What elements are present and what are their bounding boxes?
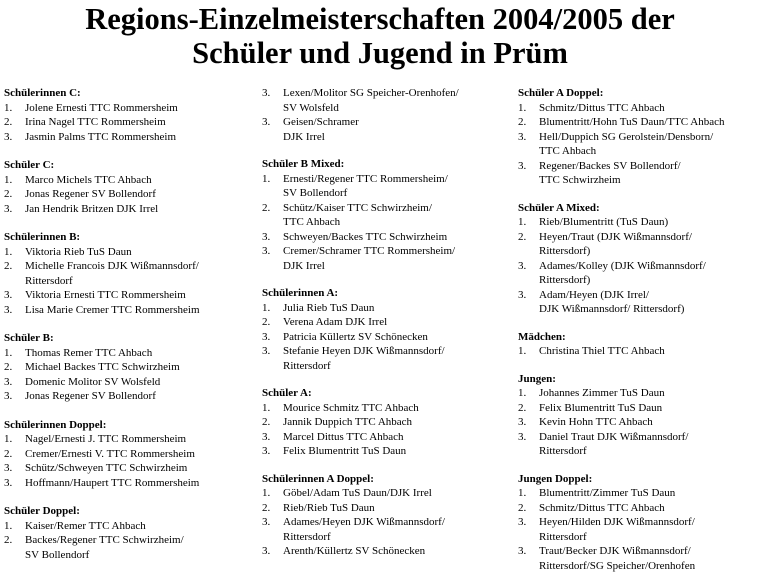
result-entry bbox=[262, 544, 514, 559]
placement-number: 2. bbox=[262, 201, 271, 214]
participant-text: Viktoria Rieb TuS Daun bbox=[25, 245, 132, 258]
participant-text: Adames/Kolley (DJK Wißmannsdorf/ bbox=[539, 259, 706, 272]
placement-number: 3. bbox=[4, 390, 13, 402]
result-entry bbox=[518, 230, 758, 259]
placement-number: 1. bbox=[518, 345, 527, 357]
category-section bbox=[262, 472, 514, 559]
result-entry bbox=[4, 303, 254, 318]
result-entry bbox=[4, 519, 254, 534]
category-section bbox=[262, 386, 514, 459]
placement-number: 3. bbox=[518, 259, 527, 272]
placement-number: 3. bbox=[262, 516, 271, 528]
result-entry bbox=[262, 315, 514, 330]
placement-number: 1. bbox=[518, 487, 527, 499]
placement-number: 2. bbox=[518, 401, 527, 414]
category-section bbox=[4, 158, 254, 216]
result-entry bbox=[4, 447, 254, 462]
participant-text: DJK Irrel bbox=[283, 259, 325, 272]
column-3 bbox=[518, 86, 758, 586]
placement-number: 3. bbox=[4, 462, 13, 474]
placement-number: 1. bbox=[518, 101, 527, 114]
placement-number: 3. bbox=[262, 87, 271, 99]
participant-text: Rittersdorf) bbox=[539, 274, 591, 286]
placement-number: 1. bbox=[4, 346, 13, 359]
placement-number: 3. bbox=[262, 116, 271, 128]
participant-text: Marco Michels TTC Ahbach bbox=[25, 173, 152, 186]
category-section bbox=[4, 230, 254, 317]
placement-number: 3. bbox=[262, 230, 271, 243]
category-section bbox=[4, 504, 254, 562]
placement-number: 3. bbox=[262, 430, 271, 443]
category-section bbox=[518, 372, 758, 459]
result-list bbox=[4, 519, 254, 563]
result-entry bbox=[518, 415, 758, 430]
category-heading: Schülerinnen A Doppel: bbox=[262, 472, 374, 485]
participant-text: Rittersdorf) bbox=[539, 245, 591, 257]
category-heading: Schülerinnen B: bbox=[4, 231, 81, 243]
placement-number: 3. bbox=[4, 130, 13, 143]
participant-text: Geisen/Schramer bbox=[283, 116, 359, 128]
category-heading: Schülerinnen C: bbox=[4, 87, 81, 99]
result-list bbox=[262, 301, 514, 374]
result-entry bbox=[262, 486, 514, 501]
participant-text: TTC Ahbach bbox=[539, 145, 597, 157]
result-entry bbox=[262, 415, 514, 430]
participant-text: TTC Ahbach bbox=[283, 216, 341, 228]
participant-text: Backes/Regener TTC Schwirzheim/ bbox=[25, 534, 184, 546]
result-entry bbox=[518, 130, 758, 159]
category-heading: Schüler B Mixed: bbox=[262, 158, 345, 170]
participant-text: Rittersdorf bbox=[25, 274, 73, 287]
participant-text: TTC Schwirzheim bbox=[539, 174, 621, 186]
placement-number: 2. bbox=[262, 416, 271, 428]
participant-text: Arenth/Küllertz SV Schönecken bbox=[283, 545, 426, 557]
result-entry bbox=[4, 476, 254, 491]
title-line-2: Schüler und Jugend in Prüm bbox=[192, 36, 568, 70]
participant-text: Jolene Ernesti TTC Rommersheim bbox=[25, 101, 178, 114]
placement-number: 1. bbox=[4, 101, 13, 114]
participant-text: Marcel Dittus TTC Ahbach bbox=[283, 430, 404, 443]
placement-number: 3. bbox=[518, 130, 527, 143]
result-entry bbox=[262, 444, 514, 459]
result-entry bbox=[518, 515, 758, 544]
participant-text: Michael Backes TTC Schwirzheim bbox=[25, 361, 180, 373]
placement-number: 3. bbox=[262, 445, 271, 457]
title-line-1: Regions-Einzelmeisterschaften 2004/2005 der bbox=[85, 2, 675, 36]
placement-number: 3. bbox=[518, 545, 527, 557]
result-entry bbox=[518, 401, 758, 416]
category-heading: Schüler Doppel: bbox=[4, 505, 80, 517]
participant-text: Rittersdorf/SG Speicher/Orenhofen bbox=[539, 559, 696, 572]
placement-number: 2. bbox=[4, 447, 13, 460]
participant-text: Heyen/Traut (DJK Wißmannsdorf/ bbox=[539, 230, 692, 243]
category-heading: Schüler B: bbox=[4, 332, 54, 344]
category-heading: Jungen: bbox=[518, 372, 556, 385]
placement-number: 3. bbox=[262, 245, 271, 257]
result-entry bbox=[4, 259, 254, 288]
participant-text: Domenic Molitor SV Wolsfeld bbox=[25, 375, 161, 388]
result-list bbox=[262, 172, 514, 274]
placement-number: 2. bbox=[262, 316, 271, 328]
participant-text: Nagel/Ernesti J. TTC Rommersheim bbox=[25, 433, 187, 445]
participant-text: Schweyen/Backes TTC Schwirzheim bbox=[283, 230, 448, 243]
placement-number: 3. bbox=[4, 303, 13, 316]
placement-number: 1. bbox=[518, 387, 527, 399]
participant-text: Michelle Francois DJK Wißmannsdorf/ bbox=[25, 260, 199, 272]
result-list bbox=[4, 245, 254, 318]
participant-text: Lexen/Molitor SG Speicher-Orenhofen/ bbox=[283, 87, 459, 99]
participant-text: Jan Hendrik Britzen DJK Irrel bbox=[25, 202, 159, 215]
participant-text: Jannik Duppich TTC Ahbach bbox=[283, 416, 413, 428]
participant-text: DJK Wißmannsdorf/ Rittersdorf) bbox=[539, 303, 685, 315]
result-list bbox=[518, 344, 758, 359]
participant-text: Rittersdorf bbox=[539, 445, 587, 457]
placement-number: 2. bbox=[4, 361, 13, 373]
page-title bbox=[0, 0, 760, 70]
participant-text: SV Bollendorf bbox=[283, 187, 348, 199]
participant-text: Blumentritt/Zimmer TuS Daun bbox=[539, 487, 676, 499]
result-entry bbox=[262, 401, 514, 416]
participant-text: Jonas Regener SV Bollendorf bbox=[25, 390, 156, 402]
placement-number: 3. bbox=[262, 345, 271, 357]
participant-text: Traut/Becker DJK Wißmannsdorf/ bbox=[539, 545, 691, 557]
participant-text: Cremer/Ernesti V. TTC Rommersheim bbox=[25, 447, 195, 460]
result-entry bbox=[262, 515, 514, 544]
result-entry bbox=[518, 101, 758, 116]
participant-text: Schütz/Schweyen TTC Schwirzheim bbox=[25, 462, 188, 474]
result-entry bbox=[262, 244, 514, 273]
category-heading: Schülerinnen Doppel: bbox=[4, 418, 107, 431]
participant-text: SV Bollendorf bbox=[25, 548, 90, 561]
placement-number: 2. bbox=[518, 116, 527, 128]
placement-number: 2. bbox=[518, 230, 527, 243]
placement-number: 1. bbox=[4, 433, 13, 445]
result-entry bbox=[4, 130, 254, 145]
participant-text: Ernesti/Regener TTC Rommersheim/ bbox=[283, 172, 448, 185]
result-entry bbox=[262, 86, 514, 115]
placement-number: 3. bbox=[4, 476, 13, 489]
result-list bbox=[518, 486, 758, 573]
participant-text: Cremer/Schramer TTC Rommersheim/ bbox=[283, 245, 456, 257]
participant-text: Thomas Remer TTC Ahbach bbox=[25, 346, 153, 359]
placement-number: 3. bbox=[518, 288, 527, 301]
participant-text: Heyen/Hilden DJK Wißmannsdorf/ bbox=[539, 516, 695, 528]
participant-text: Rittersdorf bbox=[539, 530, 587, 543]
participant-text: SV Wolsfeld bbox=[283, 101, 339, 114]
participant-text: Schmitz/Dittus TTC Ahbach bbox=[539, 501, 665, 514]
result-entry bbox=[4, 346, 254, 361]
participant-text: Julia Rieb TuS Daun bbox=[283, 301, 375, 314]
participant-text: Felix Blumentritt TuS Daun bbox=[283, 445, 407, 457]
result-entry bbox=[4, 432, 254, 447]
placement-number: 3. bbox=[518, 159, 527, 172]
result-entry bbox=[4, 115, 254, 130]
participant-text: Rieb/Blumentritt (TuS Daun) bbox=[539, 216, 669, 228]
placement-number: 2. bbox=[262, 501, 271, 514]
category-section bbox=[518, 472, 758, 574]
participant-text: Regener/Backes SV Bollendorf/ bbox=[539, 159, 681, 172]
result-entry bbox=[4, 101, 254, 116]
category-section bbox=[518, 330, 758, 359]
participant-text: Hoffmann/Haupert TTC Rommersheim bbox=[25, 476, 200, 489]
placement-number: 3. bbox=[518, 416, 527, 428]
result-list bbox=[4, 173, 254, 217]
category-section bbox=[262, 157, 514, 273]
participant-text: Schütz/Kaiser TTC Schwirzheim/ bbox=[283, 201, 432, 214]
category-heading: Schüler A: bbox=[262, 387, 312, 399]
participant-text: DJK Irrel bbox=[283, 130, 325, 143]
placement-number: 3. bbox=[4, 202, 13, 215]
result-entry bbox=[518, 544, 758, 573]
result-entry bbox=[518, 501, 758, 516]
result-entry bbox=[262, 115, 514, 144]
placement-number: 1. bbox=[262, 401, 271, 414]
placement-number: 2. bbox=[518, 501, 527, 514]
placement-number: 1. bbox=[518, 216, 527, 228]
participant-text: Daniel Traut DJK Wißmannsdorf/ bbox=[539, 430, 689, 443]
participant-text: Kaiser/Remer TTC Ahbach bbox=[25, 519, 146, 532]
result-entry bbox=[262, 172, 514, 201]
placement-number: 1. bbox=[262, 487, 271, 499]
category-section bbox=[4, 331, 254, 404]
placement-number: 3. bbox=[262, 545, 271, 557]
placement-number: 1. bbox=[4, 519, 13, 532]
result-entry bbox=[4, 389, 254, 404]
result-entry bbox=[262, 430, 514, 445]
result-entry bbox=[262, 301, 514, 316]
participant-text: Jonas Regener SV Bollendorf bbox=[25, 188, 156, 200]
result-entry bbox=[262, 201, 514, 230]
category-heading: Schülerinnen A: bbox=[262, 287, 339, 299]
result-entry bbox=[518, 386, 758, 401]
placement-number: 1. bbox=[4, 245, 13, 258]
participant-text: Hell/Duppich SG Gerolstein/Densborn/ bbox=[539, 130, 714, 143]
result-list bbox=[4, 346, 254, 404]
category-section bbox=[518, 201, 758, 317]
column-1 bbox=[4, 86, 254, 576]
result-entry bbox=[262, 230, 514, 245]
result-entry bbox=[518, 215, 758, 230]
placement-number: 2. bbox=[4, 116, 13, 128]
participant-text: Mourice Schmitz TTC Ahbach bbox=[283, 401, 419, 414]
result-list bbox=[4, 432, 254, 490]
category-heading: Jungen Doppel: bbox=[518, 472, 593, 485]
result-list bbox=[262, 401, 514, 459]
placement-number: 2. bbox=[4, 260, 13, 272]
participant-text: Rittersdorf bbox=[283, 530, 331, 543]
category-section bbox=[518, 86, 758, 188]
placement-number: 2. bbox=[4, 534, 13, 546]
result-list bbox=[262, 486, 514, 559]
result-entry bbox=[518, 486, 758, 501]
category-heading: Schüler C: bbox=[4, 159, 55, 171]
result-entry bbox=[4, 245, 254, 260]
participant-text: Adames/Heyen DJK Wißmannsdorf/ bbox=[283, 516, 445, 528]
result-entry bbox=[518, 288, 758, 317]
result-entry bbox=[4, 360, 254, 375]
placement-number: 3. bbox=[518, 430, 527, 443]
category-heading: Schüler A Mixed: bbox=[518, 201, 600, 214]
result-entry bbox=[4, 288, 254, 303]
result-list bbox=[518, 386, 758, 459]
result-entry bbox=[4, 533, 254, 562]
participant-text: Viktoria Ernesti TTC Rommersheim bbox=[25, 289, 186, 301]
placement-number: 3. bbox=[4, 289, 13, 301]
placement-number: 3. bbox=[518, 516, 527, 528]
placement-number: 3. bbox=[262, 330, 271, 343]
participant-text: Christina Thiel TTC Ahbach bbox=[539, 345, 665, 357]
result-entry bbox=[4, 202, 254, 217]
participant-text: Schmitz/Dittus TTC Ahbach bbox=[539, 101, 665, 114]
participant-text: Irina Nagel TTC Rommersheim bbox=[25, 116, 166, 128]
participant-text: Felix Blumentritt TuS Daun bbox=[539, 401, 663, 414]
result-entry bbox=[262, 501, 514, 516]
participant-text: Jasmin Palms TTC Rommersheim bbox=[25, 130, 177, 143]
participant-text: Blumentritt/Hohn TuS Daun/TTC Ahbach bbox=[539, 116, 725, 128]
result-entry bbox=[518, 159, 758, 188]
placement-number: 3. bbox=[4, 375, 13, 388]
category-heading: Schüler A Doppel: bbox=[518, 87, 604, 99]
participant-text: Kevin Hohn TTC Ahbach bbox=[539, 416, 653, 428]
result-list bbox=[518, 215, 758, 317]
participant-text: Rieb/Rieb TuS Daun bbox=[283, 501, 375, 514]
placement-number: 1. bbox=[262, 301, 271, 314]
result-entry bbox=[262, 330, 514, 345]
participant-text: Lisa Marie Cremer TTC Rommersheim bbox=[25, 303, 200, 316]
participant-text: Verena Adam DJK Irrel bbox=[283, 316, 388, 328]
result-entry bbox=[518, 259, 758, 288]
result-list bbox=[4, 101, 254, 145]
category-section bbox=[4, 418, 254, 491]
category-section bbox=[262, 86, 514, 144]
result-entry bbox=[4, 173, 254, 188]
result-entry bbox=[518, 430, 758, 459]
category-section bbox=[262, 286, 514, 373]
result-entry bbox=[518, 344, 758, 359]
result-entry bbox=[518, 115, 758, 130]
result-entry bbox=[4, 375, 254, 390]
placement-number: 1. bbox=[4, 173, 13, 186]
participant-text: Johannes Zimmer TuS Daun bbox=[539, 387, 665, 399]
participant-text: Stefanie Heyen DJK Wißmannsdorf/ bbox=[283, 345, 445, 357]
participant-text: Rittersdorf bbox=[283, 359, 331, 372]
result-entry bbox=[262, 344, 514, 373]
placement-number: 2. bbox=[4, 188, 13, 200]
placement-number: 1. bbox=[262, 172, 271, 185]
category-heading: Mädchen: bbox=[518, 330, 566, 343]
participant-text: Patricia Küllertz SV Schönecken bbox=[283, 330, 428, 343]
result-list bbox=[262, 86, 514, 144]
participant-text: Göbel/Adam TuS Daun/DJK Irrel bbox=[283, 487, 432, 499]
result-list bbox=[518, 101, 758, 188]
result-entry bbox=[4, 187, 254, 202]
result-entry bbox=[4, 461, 254, 476]
category-section bbox=[4, 86, 254, 144]
participant-text: Adam/Heyen (DJK Irrel/ bbox=[539, 288, 649, 301]
column-2 bbox=[262, 86, 514, 572]
